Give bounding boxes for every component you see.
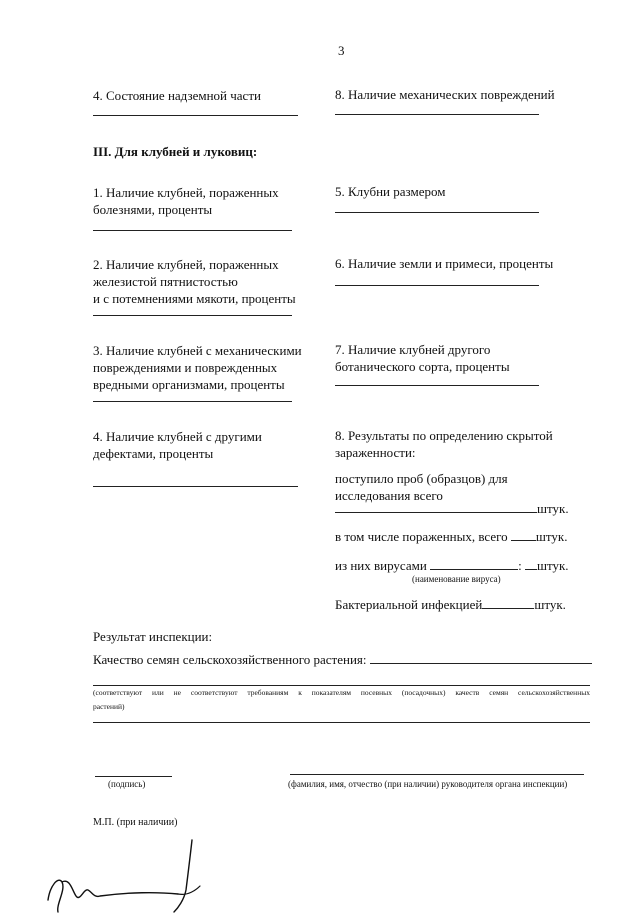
- virus-unit: штук.: [536, 558, 569, 573]
- quality-caption-1: (соответствуют или не соответствуют требованиям к показателям посевных (посадочных) качеств семян сельскохозяйственных: [93, 688, 590, 697]
- name-caption: (фамилия, имя, отчество (при наличии) руководителя органа инспекции): [288, 779, 568, 789]
- tuber-1-label: 1. Наличие клубней, пораженных болезнями, проценты: [93, 185, 279, 217]
- bacterial-blank: [482, 596, 534, 609]
- quality-line-3: [93, 722, 590, 723]
- bacterial-row: [335, 596, 566, 613]
- stamp-label: М.П. (при наличии): [93, 817, 178, 828]
- tuber-8-label: 8. Результаты по определению скрытой зараженности:: [335, 428, 553, 460]
- tuber-2-label: 2. Наличие клубней, пораженных железистой пятнистостью и с потемнениями мякоти, проценты: [93, 257, 296, 306]
- tuber-7-label: 7. Наличие клубней другого ботанического сорта, проценты: [335, 342, 510, 374]
- signature-caption: (подпись): [108, 779, 146, 789]
- tuber-6-line: [335, 285, 539, 286]
- tuber-7-line: [335, 385, 539, 386]
- samples-total-blank: [335, 500, 537, 513]
- tuber-3-line: [93, 401, 292, 402]
- item-4-label: 4. Состояние надземной части: [93, 88, 261, 103]
- tuber-3-label: 3. Наличие клубней с механическими повреждениями и поврежденных вредными организмами, проценты: [93, 343, 302, 392]
- virus-label: из них вирусами: [335, 558, 427, 573]
- handwritten-signature: [28, 838, 218, 918]
- virus-colon: :: [518, 558, 522, 573]
- section-3-heading: III. Для клубней и луковиц:: [93, 144, 258, 159]
- quality-label: Качество семян сельскохозяйственного растения:: [93, 652, 367, 667]
- samples-label: поступило проб (образцов) для исследования всего: [335, 471, 508, 503]
- tuber-5-label: 5. Клубни размером: [335, 184, 446, 199]
- infected-unit: штук.: [535, 529, 568, 544]
- quality-line-2: [93, 685, 590, 686]
- infected-label: в том числе пораженных, всего: [335, 529, 508, 544]
- name-line: [290, 774, 584, 775]
- virus-row: [335, 557, 569, 574]
- item-8-line: [335, 114, 539, 115]
- virus-count-blank: [525, 557, 537, 570]
- signature-line: [95, 776, 172, 777]
- samples-unit: штук.: [537, 501, 569, 516]
- quality-line: [370, 663, 592, 664]
- tuber-2-line: [93, 315, 292, 316]
- result-label: Результат инспекции:: [93, 629, 213, 644]
- tuber-1-line: [93, 230, 292, 231]
- tuber-6-label: 6. Наличие земли и примеси, проценты: [335, 256, 554, 271]
- samples-total-row: [335, 500, 569, 517]
- item-8-label: 8. Наличие механических повреждений: [335, 87, 555, 102]
- infected-row: [335, 528, 567, 545]
- virus-name-blank: [430, 557, 518, 570]
- bacterial-label: Бактериальной инфекцией: [335, 597, 483, 612]
- quality-caption-2: растений): [93, 702, 125, 711]
- tuber-4-line: [93, 486, 298, 487]
- infected-blank: [511, 528, 536, 541]
- page-number: 3: [338, 43, 345, 58]
- virus-caption: (наименование вируса): [412, 574, 501, 584]
- item-4-line: [93, 115, 298, 116]
- tuber-4-label: 4. Наличие клубней с другими дефектами, проценты: [93, 429, 262, 461]
- bacterial-unit: штук.: [534, 597, 566, 612]
- tuber-5-line: [335, 212, 539, 213]
